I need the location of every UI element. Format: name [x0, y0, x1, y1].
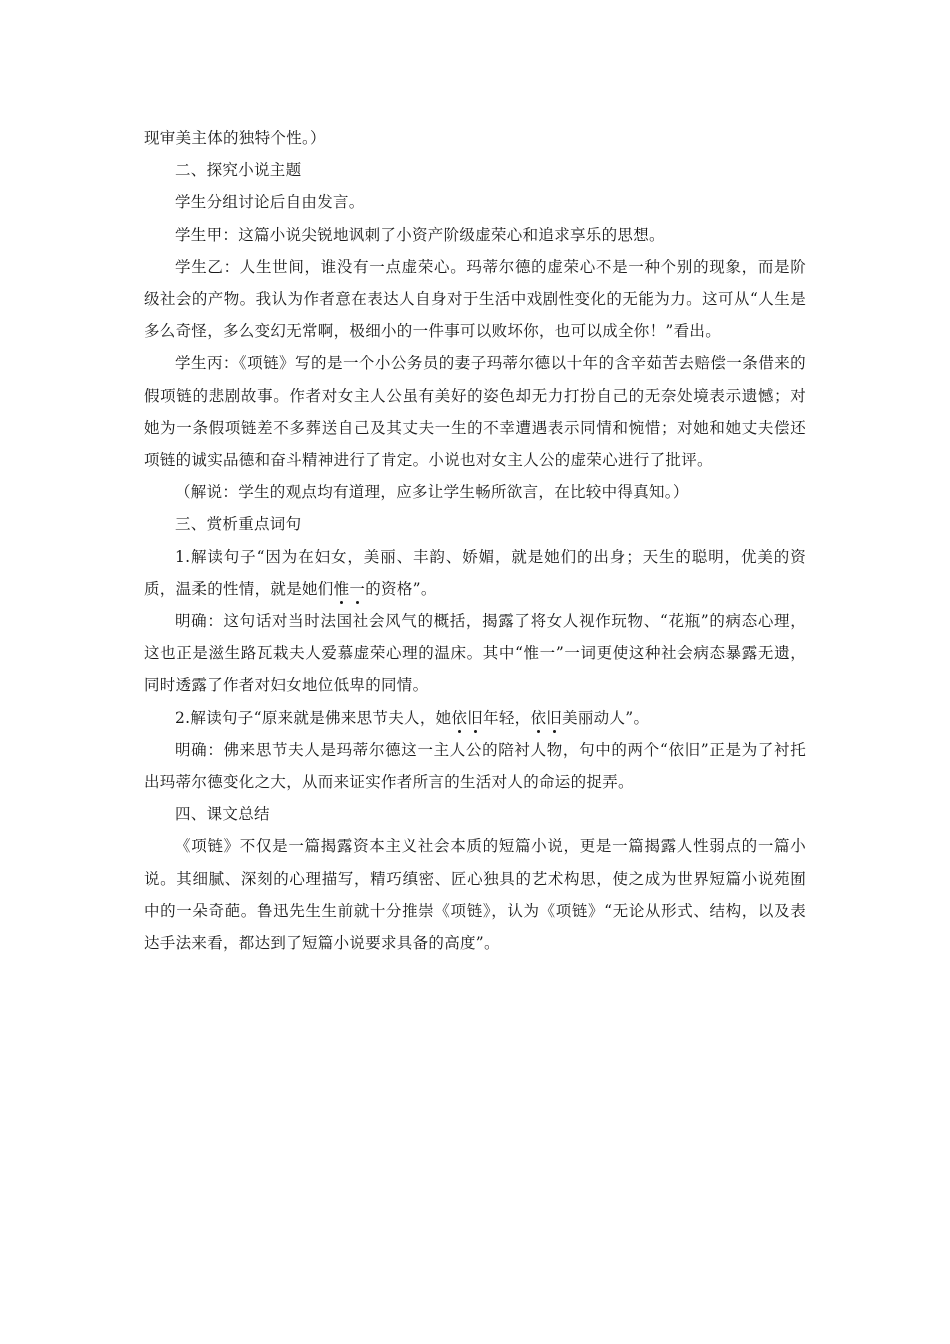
question-2	[144, 702, 806, 734]
section-heading-summary: 四、课文总结	[175, 805, 270, 824]
paragraph-discussion: 学生分组讨论后自由发言。	[175, 193, 365, 212]
paragraph-continuation: 现审美主体的独特个性。）	[144, 129, 326, 147]
question-2-text-mid: 年轻，	[483, 708, 531, 727]
emphasis-char: 旧	[546, 708, 563, 727]
section-heading-analysis: 三、赏析重点词句	[175, 515, 302, 534]
emphasis-char: 旧	[467, 708, 484, 727]
answer-1: 明确：这句话对当时法国社会风气的概括，揭露了将女人视作玩物、“花瓶”的病态心理，这也正是滋生路瓦栽夫人爱慕虚荣心理的温床。其中“惟一”一词更使这种社会病态暴露无遗，同时透露了作者对妇女地位低卑的同情。	[144, 612, 806, 695]
question-1	[144, 541, 806, 605]
emphasis-char: 依	[530, 708, 547, 727]
emphasis-char: 依	[451, 708, 468, 727]
emphasis-char: 一	[349, 579, 366, 598]
question-2-text-end: 美丽动人”。	[562, 708, 650, 727]
question-1-text: 1.解读句子“因为在妇女，美丽、丰韵、娇媚，就是她们的出身；天生的聪明，优美的资质，温柔的性情，就是她们	[144, 547, 806, 598]
answer-2: 明确：佛来思节夫人是玛蒂尔德这一主人公的陪衬人物，句中的两个“依旧”正是为了衬托出玛蒂尔德变化之大，从而来证实作者所言的生活对人的命运的捉弄。	[144, 740, 806, 792]
section-heading-theme: 二、探究小说主题	[175, 161, 302, 180]
document-body	[144, 122, 806, 959]
paragraph-commentary: （解说：学生的观点均有道理，应多让学生畅所欲言，在比较中得真知。）	[175, 483, 689, 502]
question-2-text: 2.解读句子“原来就是佛来思节夫人，她	[175, 708, 452, 727]
paragraph-student-a: 学生甲：这篇小说尖锐地讽刺了小资产阶级虚荣心和追求享乐的思想。	[175, 225, 665, 244]
question-1-text-end: 的资格”。	[365, 579, 437, 598]
paragraph-summary: 《项链》不仅是一篇揭露资本主义社会本质的短篇小说，更是一篇揭露人性弱点的一篇小说。其细腻、深刻的心理描写，精巧缜密、匠心独具的艺术构思，使之成为世界短篇小说苑囿中的一朵奇葩。鲁迅先生生前就十分推崇《项链》，认为《项链》“无论从形式、结构，以及表达手法来看，都达到了短篇小说要求具备的高度”。	[144, 837, 806, 953]
paragraph-student-b: 学生乙：人生世间，谁没有一点虚荣心。玛蒂尔德的虚荣心不是一种个别的现象，而是阶级社会的产物。我认为作者意在表达人自身对于生活中戏剧性变化的无能为力。这可从“人生是多么奇怪，多么变幻无常啊，极细小的一件事可以败坏你，也可以成全你！”看出。	[144, 257, 806, 341]
emphasis-char: 惟	[333, 579, 350, 598]
paragraph-student-c: 学生丙：《项链》写的是一个小公务员的妻子玛蒂尔德以十年的含辛茹苦去赔偿一条借来的假项链的悲剧故事。作者对女主人公虽有美好的姿色却无力打扮自己的无奈处境表示遗憾；对她为一条假项链差不多葬送自己及其丈夫一生的不幸遭遇表示同情和惋惜；对她和她丈夫偿还项链的诚实品德和奋斗精神进行了肯定。小说也对女主人公的虚荣心进行了批评。	[144, 354, 806, 470]
